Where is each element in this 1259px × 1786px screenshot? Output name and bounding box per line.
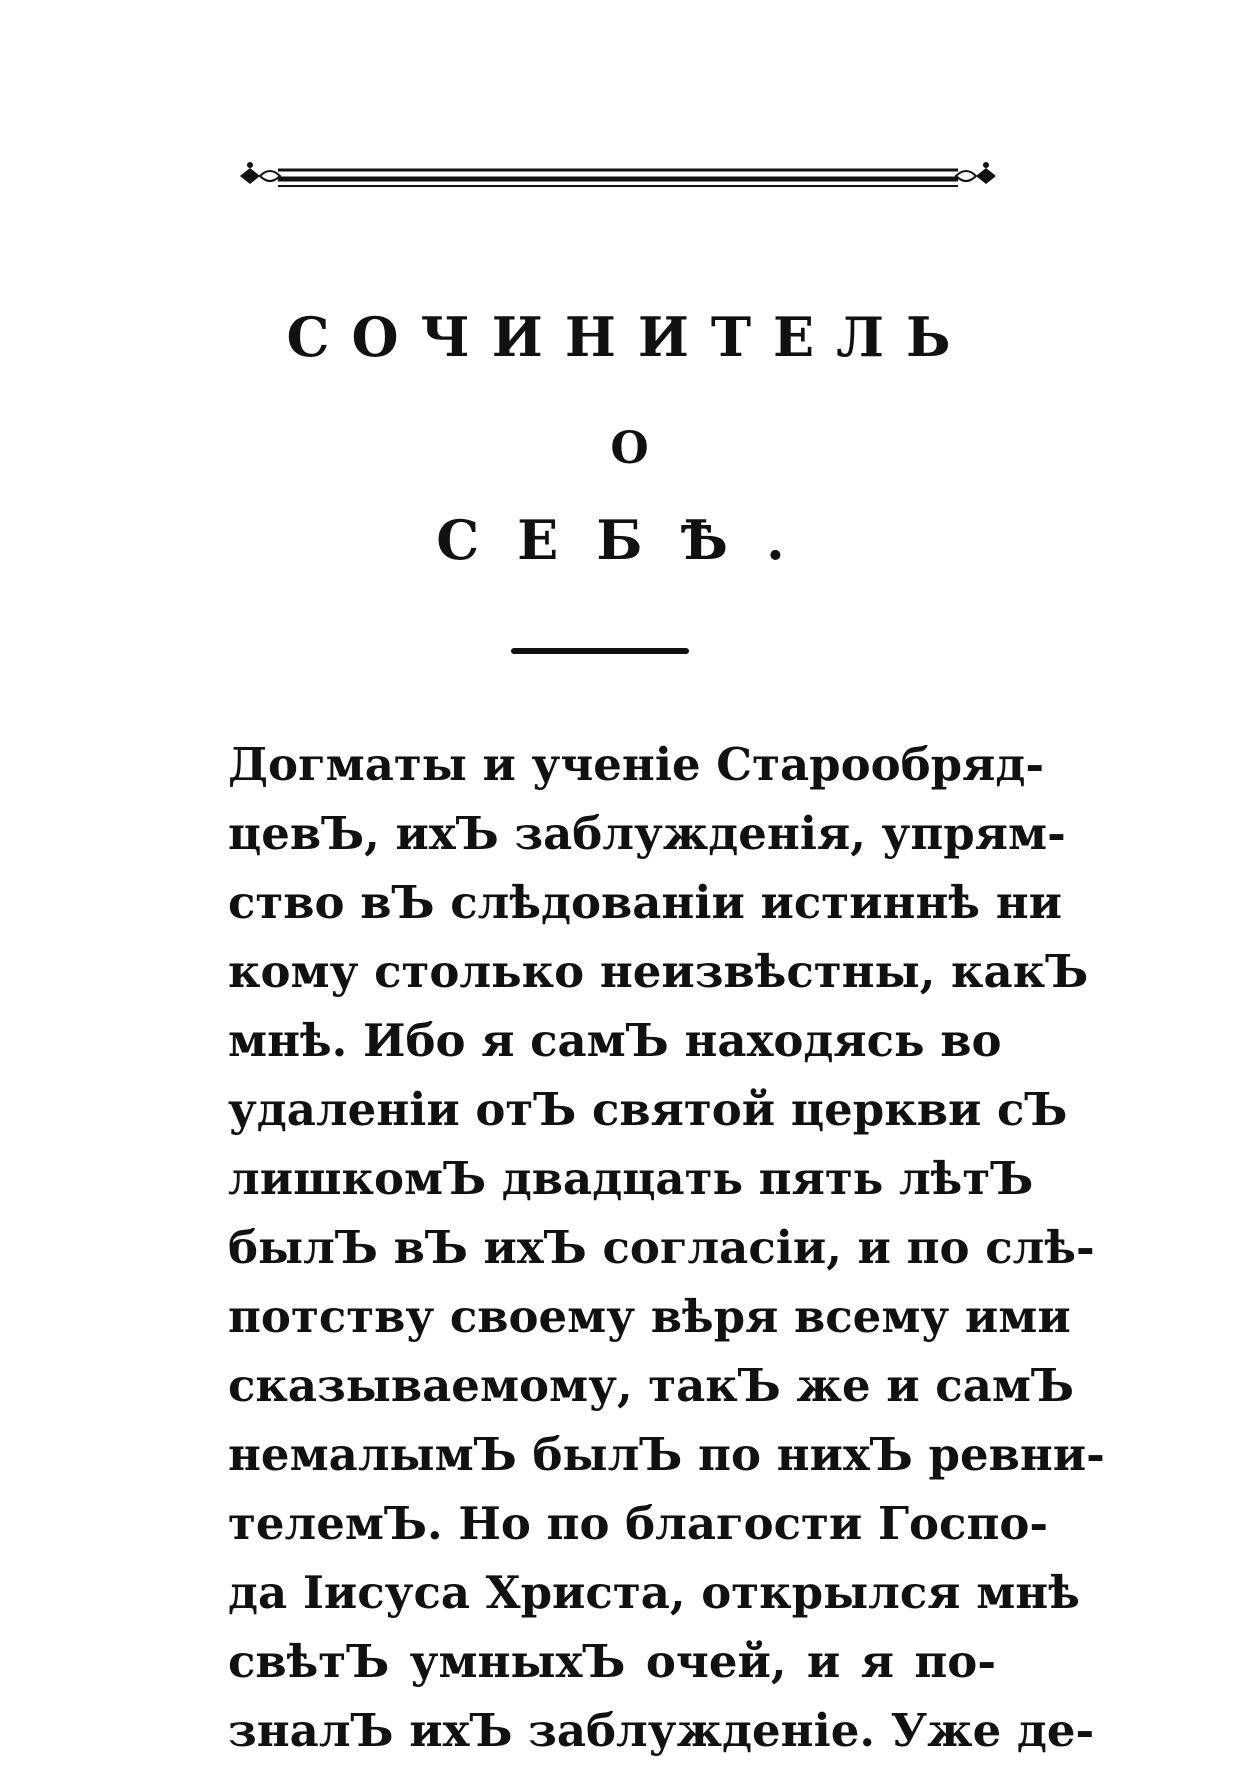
text-line: мнѣ. Ибо я самЪ находясь во	[228, 1014, 1002, 1067]
title-line-self: СЕБѢ.	[436, 508, 823, 572]
text-line: зналЪ ихЪ заблужденіе. Уже де-	[228, 1704, 1095, 1757]
title-divider	[511, 648, 689, 654]
text-line: удаленіи отЪ святой церкви сЪ	[228, 1083, 1068, 1136]
text-line: потству своему вѣря всему ими	[228, 1290, 1071, 1343]
text-line: ство вЪ слѣдованіи истиннѣ ни	[228, 876, 1063, 929]
body-paragraph	[228, 730, 1105, 1765]
text-line: лишкомЪ двадцать пять лѣтЪ	[228, 1152, 1034, 1205]
text-line: кому столько неизвѣстны, какЪ	[228, 945, 1089, 998]
title-line-author: СОЧИНИТЕЛЬ	[286, 305, 973, 369]
title-line-about: О	[610, 423, 649, 474]
text-line: немалымЪ былЪ по нихЪ ревни-	[228, 1428, 1105, 1481]
text-line: да Іисуса Христа, открылся мнѣ	[228, 1566, 1080, 1619]
ornamental-rule	[238, 156, 998, 196]
text-line: цевЪ, ихЪ заблужденія, упрям-	[228, 807, 1066, 860]
text-line: свѣтЪ умныхЪ очей, и я по-	[228, 1635, 996, 1688]
text-line: былЪ вЪ ихЪ согласіи, и по слѣ-	[228, 1221, 1095, 1274]
text-line: телемЪ. Но по благости Госпо-	[228, 1497, 1049, 1550]
text-line: Догматы и ученіе Старообряд-	[228, 738, 1044, 791]
text-line: сказываемому, такЪ же и самЪ	[228, 1359, 1074, 1412]
